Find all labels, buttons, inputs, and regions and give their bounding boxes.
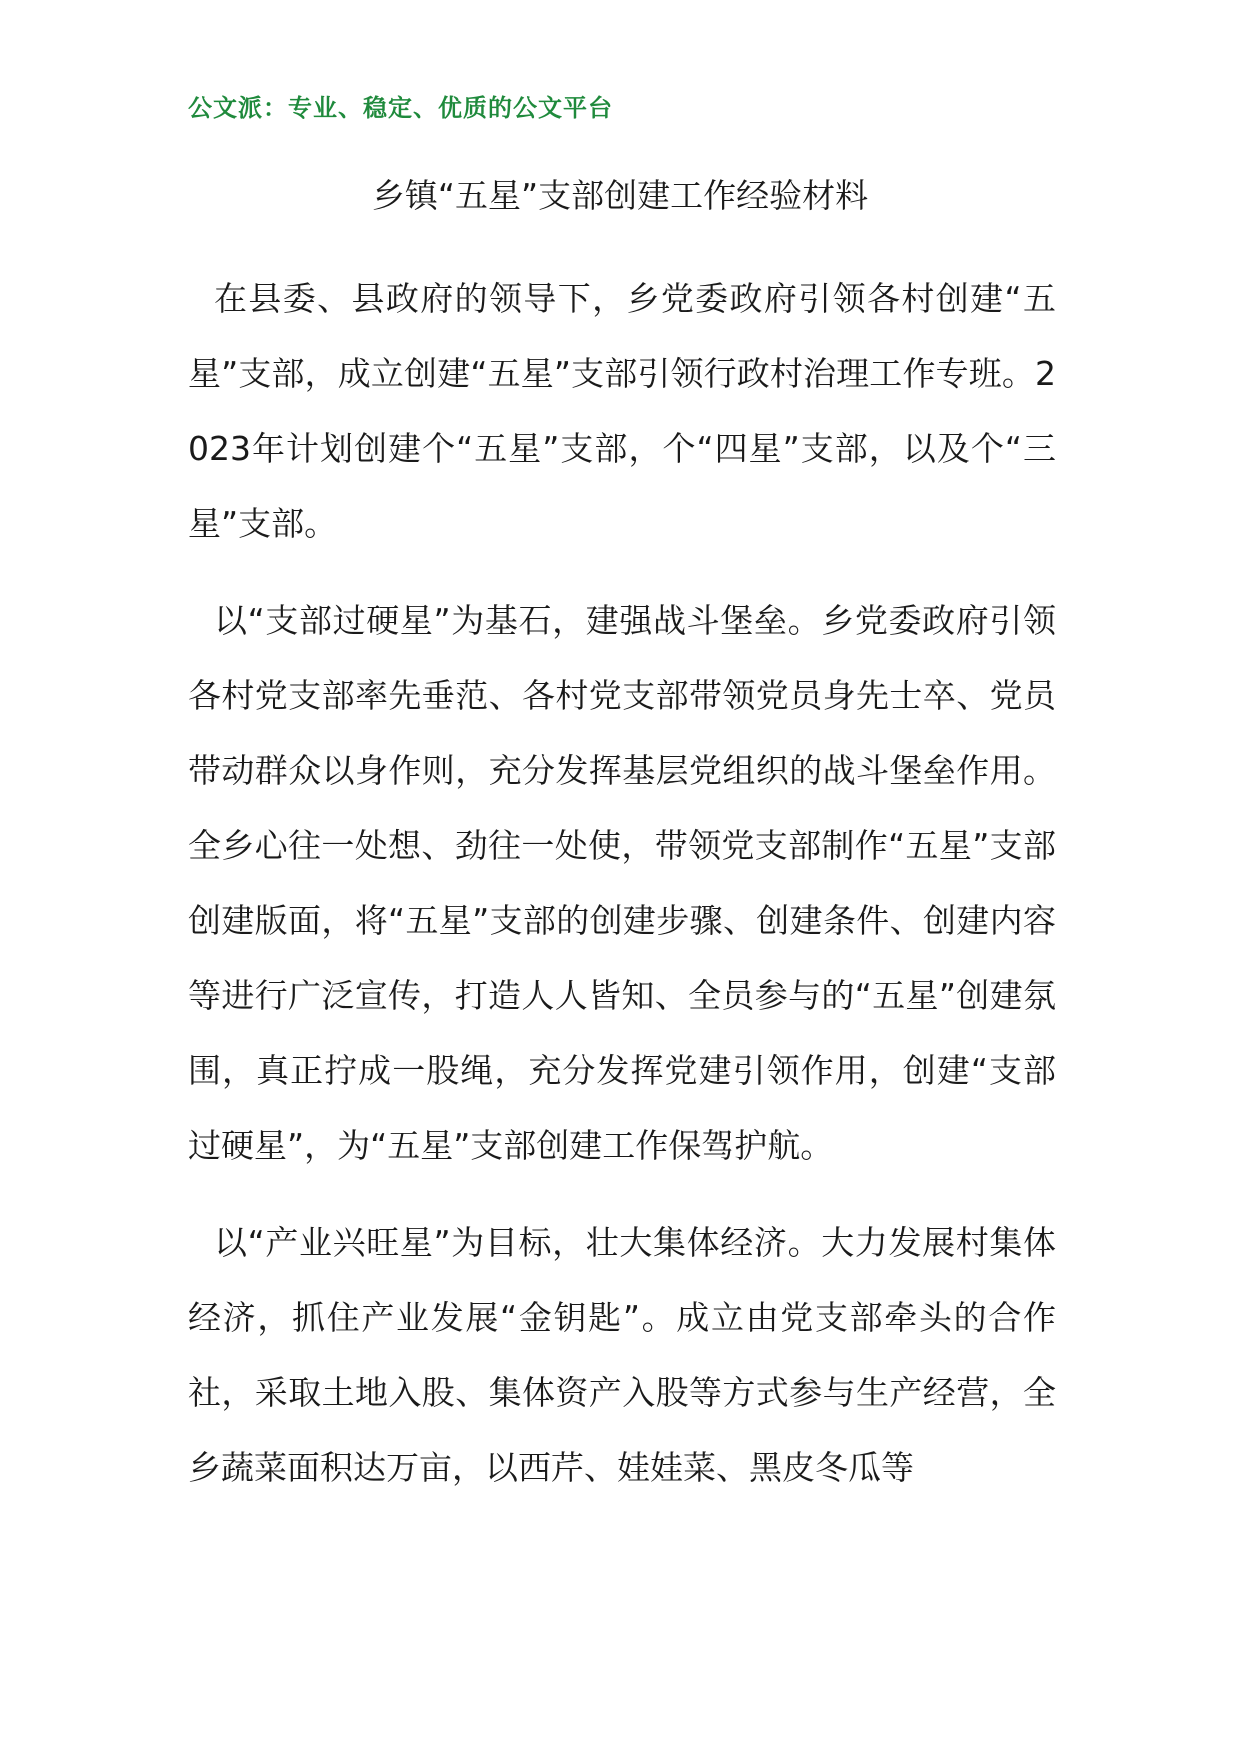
paragraph-branch-star: 以“支部过硬星”为基石，建强战斗堡垒。乡党委政府引领各村党支部率先垂范、各村党支部带领党员身先士卒、党员带动群众以身作则，充分发挥基层党组织的战斗堡垒作用。全乡心往一处想、劲往一处使，带领党支部制作“五星”支部创建版面，将“五星”支部的创建步骤、创建条件、创建内容等进行广泛宣传，打造人人皆知、全员参与的“五星”创建氛围，真正拧成一股绳，充分发挥党建引领作用，创建“支部过硬星”，为“五星”支部创建工作保驾护航。 <box>188 601 1056 1165</box>
document-body <box>188 261 1056 1527</box>
paragraph-intro: 在县委、县政府的领导下，乡党委政府引领各村创建“五星”支部，成立创建“五星”支部引领行政村治理工作专班。2023年计划创建个“五星”支部，个“四星”支部，以及个“三星”支部。 <box>188 279 1056 543</box>
paragraph-industry-star: 以“产业兴旺星”为目标，壮大集体经济。大力发展村集体经济，抓住产业发展“金钥匙”。成立由党支部牵头的合作社，采取土地入股、集体资产入股等方式参与生产经营，全乡蔬菜面积达万亩，以西芹、娃娃菜、黑皮冬瓜等 <box>188 1223 1056 1487</box>
platform-header: 公文派：专业、稳定、优质的公文平台 <box>188 94 613 122</box>
document-title: 乡镇“五星”支部创建工作经验材料 <box>371 176 869 215</box>
